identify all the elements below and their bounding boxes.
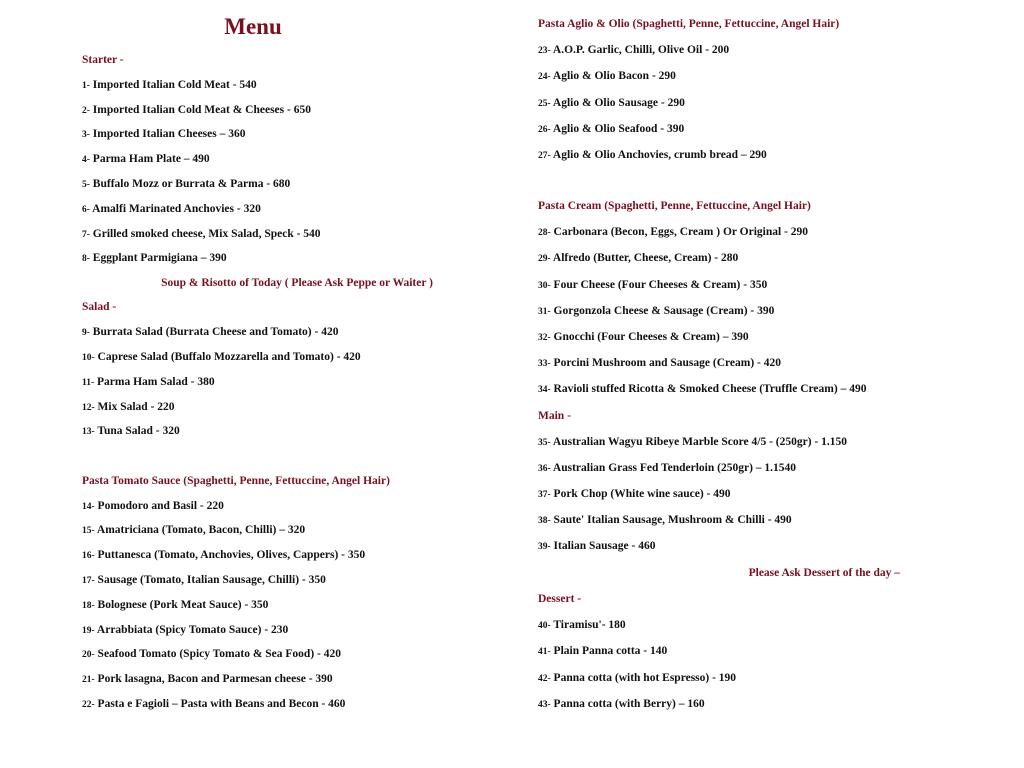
menu-item: 23- A.O.P. Garlic, Chilli, Olive Oil - 200	[538, 44, 730, 56]
menu-item: 38- Saute' Italian Sausage, Mushroom & Chilli - 490	[538, 514, 792, 526]
section-heading-dessert: Dessert -	[538, 593, 582, 605]
menu-item: 24- Aglio & Olio Bacon - 290	[538, 70, 676, 82]
menu-item: 43- Panna cotta (with Berry) – 160	[538, 698, 705, 710]
menu-item: 36- Australian Grass Fed Tenderloin (250gr) – 1.1540	[538, 462, 797, 474]
section-heading-salad: Salad -	[82, 301, 117, 313]
section-heading-main: Main -	[538, 410, 571, 422]
menu-item: 18- Bolognese (Pork Meat Sauce) - 350	[82, 599, 269, 611]
menu-item: 13- Tuna Salad - 320	[82, 425, 180, 437]
menu-item: 30- Four Cheese (Four Cheeses & Cream) - 350	[538, 279, 768, 291]
menu-item: 11- Parma Ham Salad - 380	[82, 376, 215, 388]
menu-item: 3- Imported Italian Cheeses – 360	[82, 128, 246, 140]
menu-item: 20- Seafood Tomato (Spicy Tomato & Sea Food) - 420	[82, 648, 341, 660]
section-heading-starter: Starter -	[82, 54, 124, 66]
menu-item: 22- Pasta e Fagioli – Pasta with Beans and Becon - 460	[82, 698, 346, 710]
menu-item: 10- Caprese Salad (Buffalo Mozzarella and Tomato) - 420	[82, 351, 361, 363]
menu-item: 17- Sausage (Tomato, Italian Sausage, Chilli) - 350	[82, 574, 326, 586]
menu-title: Menu	[224, 14, 282, 39]
menu-item: 28- Carbonara (Becon, Eggs, Cream ) Or Original - 290	[538, 226, 809, 238]
soup-risotto-note: Soup & Risotto of Today ( Please Ask Peppe or Waiter )	[161, 277, 433, 289]
menu-item: 16- Puttanesca (Tomato, Anchovies, Olives, Cappers) - 350	[82, 549, 366, 561]
menu-item: 9- Burrata Salad (Burrata Cheese and Tomato) - 420	[82, 326, 339, 338]
menu-item: 14- Pomodoro and Basil - 220	[82, 500, 224, 512]
section-heading-pasta-cream: Pasta Cream (Spaghetti, Penne, Fettuccine, Angel Hair)	[538, 200, 811, 212]
menu-item: 29- Alfredo (Butter, Cheese, Cream) - 280	[538, 252, 739, 264]
menu-item: 4- Parma Ham Plate – 490	[82, 153, 210, 165]
menu-item: 27- Aglio & Olio Anchovies, crumb bread – 290	[538, 149, 767, 161]
menu-item: 34- Ravioli stuffed Ricotta & Smoked Cheese (Truffle Cream) – 490	[538, 383, 867, 395]
menu-item: 31- Gorgonzola Cheese & Sausage (Cream) - 390	[538, 305, 775, 317]
menu-item: 2- Imported Italian Cold Meat & Cheeses - 650	[82, 104, 311, 116]
section-heading-pasta-tomato: Pasta Tomato Sauce (Spaghetti, Penne, Fettuccine, Angel Hair)	[82, 475, 390, 487]
menu-item: 15- Amatriciana (Tomato, Bacon, Chilli) – 320	[82, 524, 306, 536]
menu-item: 7- Grilled smoked cheese, Mix Salad, Speck - 540	[82, 228, 321, 240]
menu-item: 42- Panna cotta (with hot Espresso) - 190	[538, 672, 737, 684]
menu-item: 6- Amalfi Marinated Anchovies - 320	[82, 203, 261, 215]
menu-item: 37- Pork Chop (White wine sauce) - 490	[538, 488, 731, 500]
menu-item: 35- Australian Wagyu Ribeye Marble Score 4/5 - (250gr) - 1.150	[538, 436, 847, 448]
section-heading-pasta-aglio: Pasta Aglio & Olio (Spaghetti, Penne, Fettuccine, Angel Hair)	[538, 18, 840, 30]
menu-item: 41- Plain Panna cotta - 140	[538, 645, 668, 657]
menu-item: 26- Aglio & Olio Seafood - 390	[538, 123, 685, 135]
menu-item: 21- Pork lasagna, Bacon and Parmesan cheese - 390	[82, 673, 333, 685]
menu-item: 32- Gnocchi (Four Cheeses & Cream) – 390	[538, 331, 749, 343]
menu-item: 5- Buffalo Mozz or Burrata & Parma - 680	[82, 178, 291, 190]
dessert-of-day-note: Please Ask Dessert of the day –	[748, 567, 900, 579]
menu-item: 25- Aglio & Olio Sausage - 290	[538, 97, 685, 109]
menu-item: 1- Imported Italian Cold Meat - 540	[82, 79, 257, 91]
menu-item: 40- Tiramisu'- 180	[538, 619, 626, 631]
menu-item: 8- Eggplant Parmigiana – 390	[82, 252, 227, 264]
menu-item: 39- Italian Sausage - 460	[538, 540, 656, 552]
menu-item: 33- Porcini Mushroom and Sausage (Cream) - 420	[538, 357, 781, 369]
menu-item: 12- Mix Salad - 220	[82, 401, 175, 413]
menu-item: 19- Arrabbiata (Spicy Tomato Sauce) - 230	[82, 624, 289, 636]
